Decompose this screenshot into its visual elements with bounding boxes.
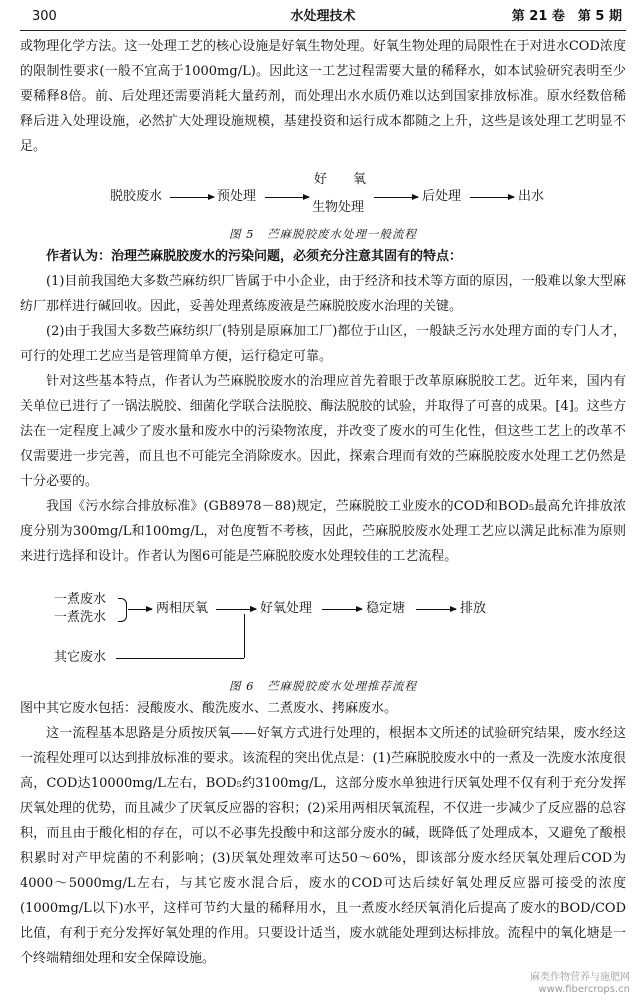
paragraph-block-2 <box>20 696 626 971</box>
fig5-node-posttreatment: 后处理 <box>422 189 462 204</box>
fig6-other-line <box>116 658 244 659</box>
paragraph-figure-note: 图中其它废水包括：浸酸废水、酸洗废水、二煮废水、拷麻废水。 <box>20 701 398 716</box>
fig5-arrow-3 <box>374 197 418 198</box>
figure-5-flowchart <box>20 170 626 220</box>
fig5-node-bio: 生物处理 <box>312 200 365 215</box>
fig6-node-two-phase-anaerobic: 两相厌氧 <box>156 601 209 616</box>
fig5-node-aerobic: 好 氧 <box>314 172 367 187</box>
paragraph-top: 或物理化学方法。这一处理工艺的核心设施是好氧生物处理。好氧生物处理的局限性在于对进水COD浓度的限制性要求(一般不宜高于1000mg/L)。因此这一工艺过程需要大量的稀释水，如本试验研究表明至少要稀释8倍。前、后处理还需要消耗大量药剂，而处理出水水质仍难以达到国家排放标准。原水经数倍稀释后进入处理设施，必然扩大处理设施规模，基建投资和运行成本都随之上升，这些是该处理工艺明显不足。 <box>20 39 626 154</box>
paragraph-reform: 针对这些基本特点，作者认为苎麻脱胶废水的治理应首先着眼于改革原麻脱胶工艺。近年来，国内有关单位已进行了一锅法脱胶、细菌化学联合法脱胶、酶法脱胶的试验，并取得了可喜的成果。[4]。这些方法在一定程度上减少了废水量和废水中的污染物浓度，并改变了废水的可生化性，但这些工艺上的改革不仅需要进一步完善，而且也不可能完全消除废水。因此，探索合理而有效的苎麻脱胶废水处理工艺仍然是十分必要的。 <box>20 374 626 489</box>
paragraph-intro <box>20 34 626 159</box>
paragraph-point-2: (2)由于我国大多数苎麻纺织厂(特别是原麻加工厂)都位于山区，一般缺乏污水处理方面的专门人才，可行的处理工艺应当是管理简单方便，运行稳定可靠。 <box>20 324 626 364</box>
watermark <box>530 972 630 996</box>
fig5-node-wastewater: 脱胶废水 <box>110 189 163 204</box>
volume-issue: 第 21 卷 第 5 期 <box>511 9 622 24</box>
paragraph-standard: 我国《污水综合排放标准》(GB8978－88)规定，苎麻脱胶工业废水的COD和BOD₅最高允许排放浓度分别为300mg/L和100mg/L，对色度暂不考核，因此，苎麻脱胶废水处理工艺应以满足此标准为原则来进行选择和设计。作者认为图6可能是苎麻脱胶废水处理较佳的工艺流程。 <box>20 499 626 564</box>
fig5-arrow-1 <box>170 197 214 198</box>
fig6-input-cook-washwater: 一煮洗水 <box>54 610 107 625</box>
fig5-arrow-4 <box>470 197 514 198</box>
page-number: 300 <box>32 9 57 24</box>
fig6-node-aerobic-treatment: 好氧处理 <box>260 601 313 616</box>
watermark-site-name: 麻类作物营养与施肥网 <box>530 972 630 983</box>
fig5-arrow-2 <box>265 197 309 198</box>
watermark-url: www.fibercrops.cn <box>538 984 630 995</box>
fig6-node-stabilization-pond: 稳定塘 <box>366 601 406 616</box>
figure-6-caption: 图 6 苎麻脱胶废水处理推荐流程 <box>229 679 417 693</box>
page-header <box>20 0 626 31</box>
fig6-brace <box>118 598 127 622</box>
fig6-other-riser <box>244 614 245 658</box>
fig6-input-other-wastewater: 其它废水 <box>54 650 107 665</box>
fig6-input-cook-wastewater: 一煮废水 <box>54 592 107 607</box>
fig6-arrow-4 <box>416 609 456 610</box>
journal-title: 水处理技术 <box>290 9 356 24</box>
paragraph-author: 作者认为：治理苎麻脱胶废水的污染问题，必须充分注意其固有的特点： <box>46 249 463 264</box>
fig6-arrow-3 <box>322 609 362 610</box>
fig6-node-discharge: 排放 <box>460 601 487 616</box>
paragraph-point-1: (1)目前我国绝大多数苎麻纺织厂皆属于中小企业，由于经济和技术等方面的原因，一般难以象大型麻纺厂那样进行碱回收。因此，妥善处理煮练废液是苎麻脱胶废水治理的关键。 <box>20 274 626 314</box>
paragraph-conclusion: 这一流程基本思路是分质按厌氧——好氧方式进行处理的，根据本文所述的试验研究结果，废水经这一流程处理可以达到排放标准的要求。该流程的突出优点是：(1)苎麻脱胶废水中的一煮及一洗废水浓度很高，COD达10000mg/L左右，BOD₅约3100mg/L，这部分废水单独进行厌氧处理不仅有利于充分发挥厌氧处理的优势，而且减少了厌氧反应器的容积；(2)采用两相厌氧流程，不仅进一步减少了反应器的总容积，而且由于酸化相的存在，可以不必事先投酸中和这部分废水的碱，既降低了处理成本，又避免了酸根积累时对产甲烷菌的不利影响；(3)厌氧处理效率可达50～60%，即该部分废水经厌氧处理后COD为4000～5000mg/L左右，与其它废水混合后，废水的COD可达后续好氧处理反应器可接受的浓度(1000mg/L以下)水平，这样可节约大量的稀释用水，且一煮废水经厌氧消化后提高了废水的BOD/COD比值，有利于充分发挥好氧处理的作用。只要设计适当，废水就能处理到达标排放。流程中的氧化塘是一个终端精细处理和安全保障设施。 <box>20 726 627 966</box>
fig5-node-outlet: 出水 <box>518 189 545 204</box>
fig6-arrow-1 <box>128 609 152 610</box>
fig5-node-pretreatment: 预处理 <box>217 189 257 204</box>
fig6-other-arrow <box>244 609 256 610</box>
figure-5-caption: 图 5 苎麻脱胶废水处理一般流程 <box>229 227 417 241</box>
figure-6-flowchart <box>20 592 626 672</box>
page <box>20 0 627 966</box>
paragraph-block-1 <box>20 244 626 569</box>
